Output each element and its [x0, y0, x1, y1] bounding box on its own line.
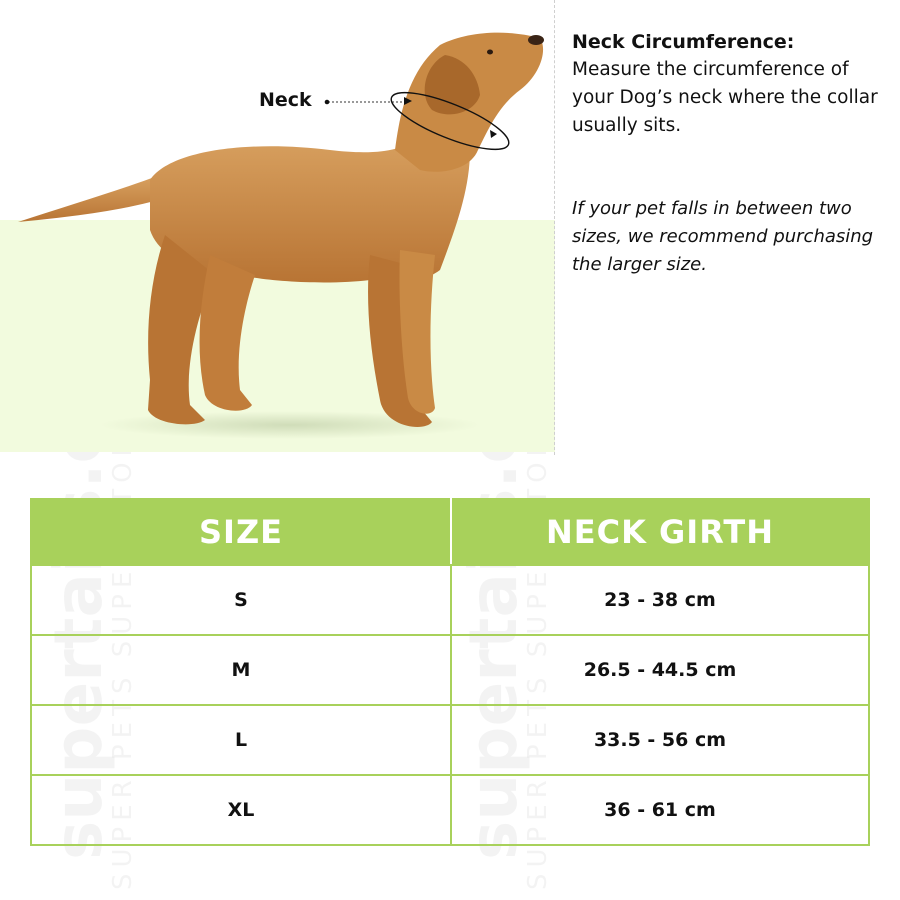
dog-nose [528, 35, 544, 45]
header-size: SIZE [31, 499, 451, 565]
dog-photo-area [0, 0, 555, 452]
collar-arrow-right [490, 130, 497, 138]
dog-tail [18, 175, 160, 222]
info-text: Measure the circumference of your Dog’s neck where the collar usually sits. [572, 59, 878, 136]
dog-eye [487, 50, 493, 55]
girth-cell: 33.5 - 56 cm [451, 705, 869, 775]
header-neck-girth: NECK GIRTH [451, 499, 869, 565]
girth-cell: 26.5 - 44.5 cm [451, 635, 869, 705]
table-row [31, 775, 869, 845]
sizing-note: If your pet falls in between two sizes, we recommend purchasing the larger size. [572, 198, 874, 275]
dog-back-leg-right [200, 255, 255, 411]
neck-label: Neck [259, 89, 312, 111]
girth-cell: 23 - 38 cm [451, 565, 869, 635]
dashed-divider [554, 0, 555, 455]
measurement-instructions [572, 28, 882, 140]
size-cell: S [31, 565, 451, 635]
info-title: Neck Circumference: [572, 31, 795, 53]
puppy-illustration [0, 0, 555, 452]
table-row [31, 705, 869, 775]
size-cell: L [31, 705, 451, 775]
size-chart-table [30, 498, 870, 846]
neck-pointer-dot [325, 100, 330, 105]
size-cell: M [31, 635, 451, 705]
table-header-row [31, 499, 869, 565]
table-row [31, 565, 869, 635]
girth-cell: 36 - 61 cm [451, 775, 869, 845]
table-row [31, 635, 869, 705]
size-cell: XL [31, 775, 451, 845]
